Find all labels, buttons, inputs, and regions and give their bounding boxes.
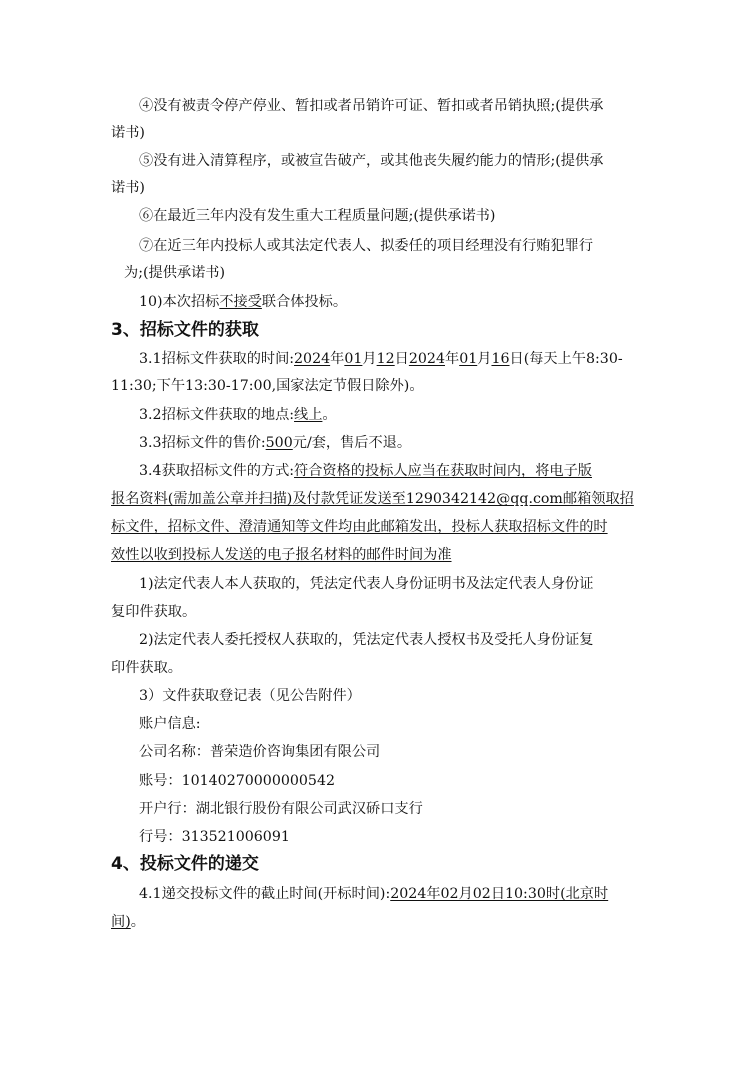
p34-line2: 报名资料(需加盖公章并扫描)及付款凭证发送至1290342142@qq.com邮箱领取招 bbox=[111, 491, 634, 507]
account-number: 账号：10140270000000542 bbox=[139, 773, 336, 789]
account-title: 账户信息: bbox=[139, 716, 201, 732]
item-5-line1: ⑤没有进入清算程序，或被宣告破产，或其他丧失履约能力的情形;(提供承 bbox=[139, 153, 604, 169]
item-10-line: 10)本次招标不接受联合体投标。 bbox=[139, 294, 348, 310]
company-name: 公司名称：普荣造价咨询集团有限公司 bbox=[139, 744, 381, 760]
item-6-line: ⑥在最近三年内没有发生重大工程质量问题;(提供承诺书) bbox=[139, 208, 496, 224]
p34-line4: 效性以收到投标人发送的电子报名材料的邮件时间为准 bbox=[111, 547, 452, 563]
sub1-line2: 复印件获取。 bbox=[111, 604, 197, 620]
sub3-line: 3）文件获取登记表（见公告附件） bbox=[139, 688, 361, 704]
p31-line2: 11:30;下午13:30-17:00,国家法定节假日除外)。 bbox=[111, 378, 424, 394]
p32-line: 3.2招标文件获取的地点:线上。 bbox=[139, 407, 337, 423]
p34-line1: 3.4获取招标文件的方式:符合资格的投标人应当在获取时间内，将电子版 bbox=[139, 463, 592, 479]
p41-line2: 间)。 bbox=[111, 914, 145, 930]
item-4-line1: ④没有被责令停产停业、暂扣或者吊销许可证、暂扣或者吊销执照;(提供承 bbox=[139, 98, 604, 114]
p33-line: 3.3招标文件的售价:500元/套，售后不退。 bbox=[139, 435, 412, 451]
p31-line1: 3.1招标文件获取的时间:2024年01月12日2024年01月16日(每天上午8:30- bbox=[139, 351, 623, 367]
sub1-line1: 1)法定代表人本人获取的，凭法定代表人身份证明书及法定代表人身份证 bbox=[139, 576, 594, 592]
p34-line3: 标文件，招标文件、澄清通知等文件均由此邮箱发出，投标人获取招标文件的时 bbox=[111, 519, 608, 535]
item-5-line2: 诺书) bbox=[111, 180, 145, 196]
not-accept-underlined: 不接受 bbox=[219, 294, 262, 310]
item-7-line2: 为;(提供承诺书) bbox=[124, 265, 225, 281]
p41-line1: 4.1递交投标文件的截止时间(开标时间):2024年02月02日10:30时(北京时 bbox=[139, 886, 609, 902]
sub2-line2: 印件获取。 bbox=[111, 660, 182, 676]
item-4-line2: 诺书) bbox=[111, 125, 145, 141]
section-3-heading: 3、招标文件的获取 bbox=[111, 320, 259, 340]
bank-name: 开户行：湖北银行股份有限公司武汉硚口支行 bbox=[139, 801, 423, 817]
sub2-line1: 2)法定代表人委托授权人获取的，凭法定代表人授权书及受托人身份证复 bbox=[139, 632, 594, 648]
bank-code: 行号：313521006091 bbox=[139, 829, 290, 845]
section-4-heading: 4、投标文件的递交 bbox=[111, 854, 259, 874]
item-7-line1: ⑦在近三年内投标人或其法定代表人、拟委任的项目经理没有行贿犯罪行 bbox=[139, 238, 594, 254]
